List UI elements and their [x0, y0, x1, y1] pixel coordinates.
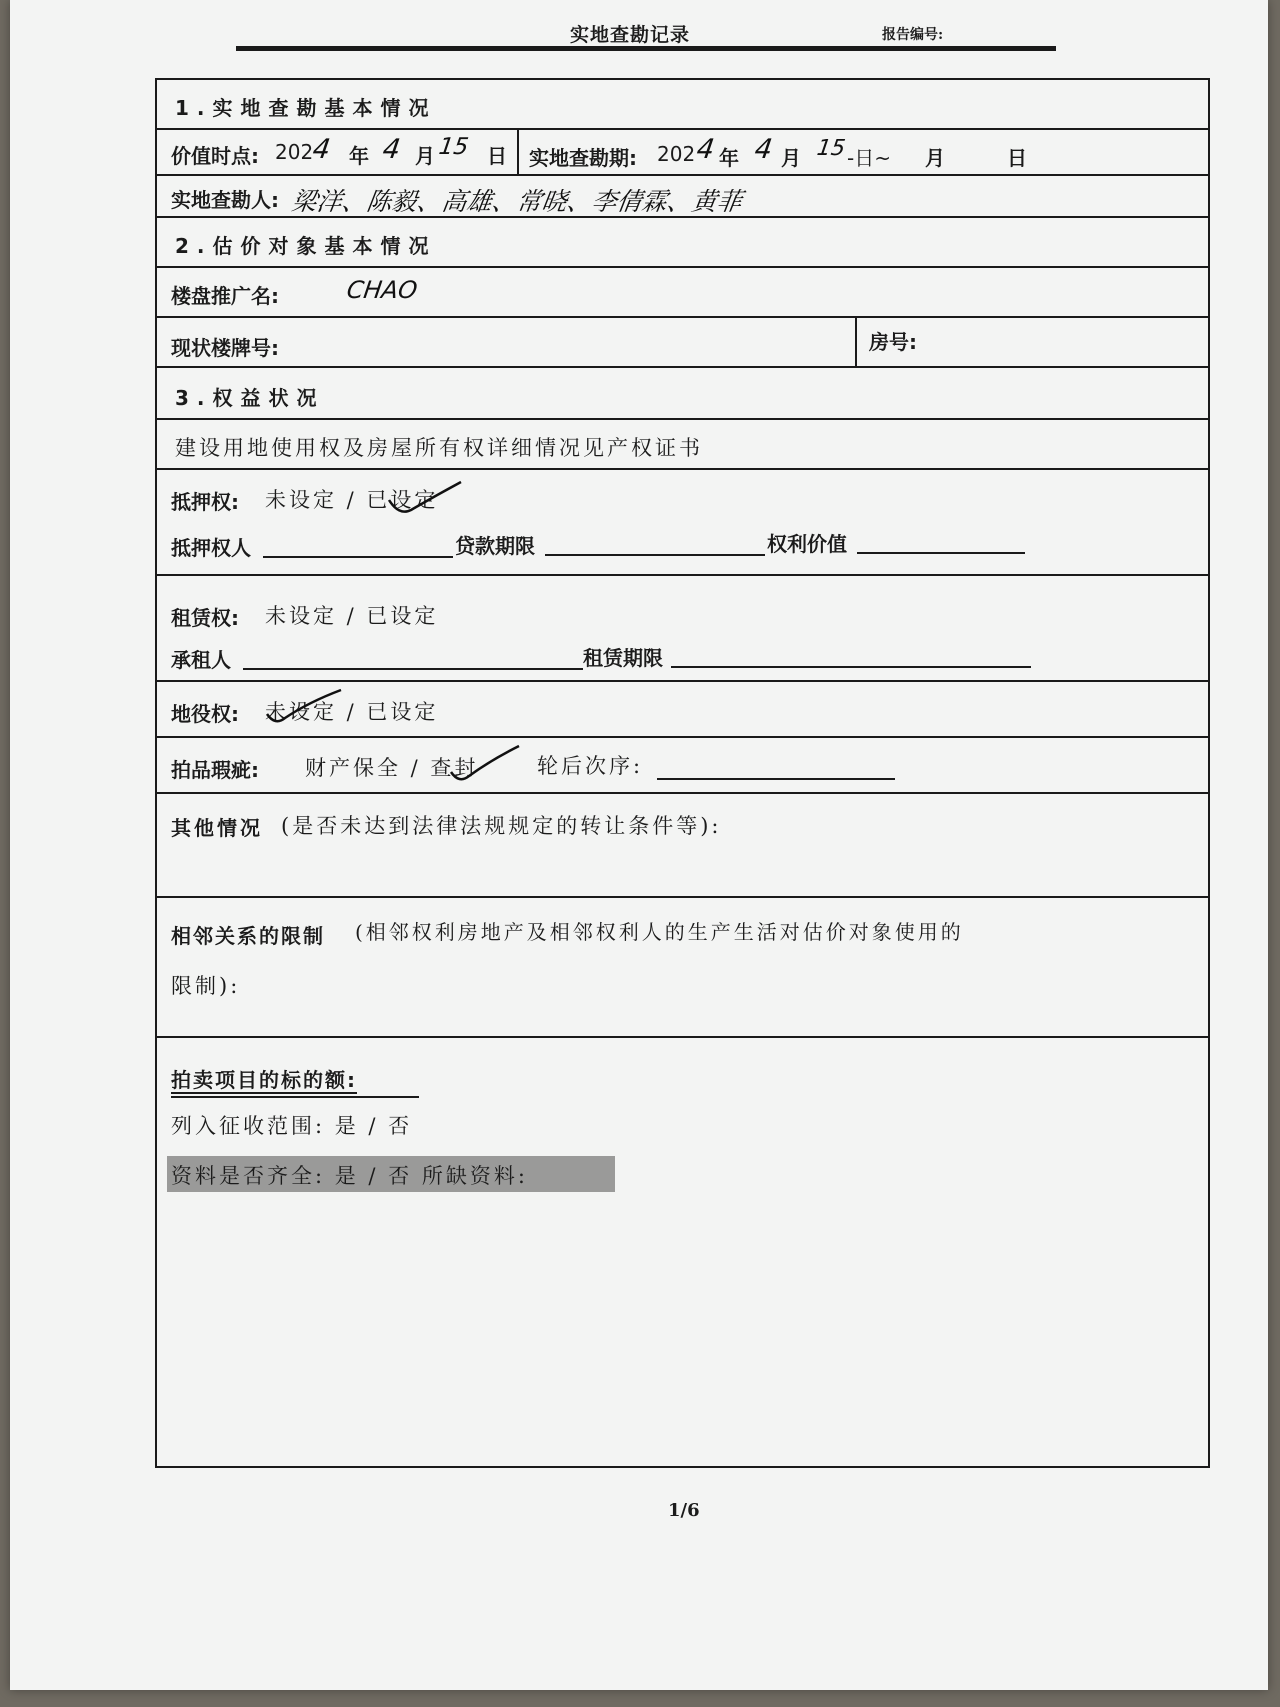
- defect-options: 财产保全 / 查封: [305, 756, 479, 780]
- building-no-label: 现状楼牌号:: [171, 336, 279, 360]
- value-date-label: 价值时点:: [171, 144, 259, 168]
- defect-check-mark-icon: [447, 742, 523, 786]
- loan-term-blank: [545, 554, 765, 556]
- lessee-label: 承租人: [171, 648, 231, 672]
- value-date-prefix: 202: [275, 140, 314, 164]
- lease-term-label: 租赁期限: [583, 646, 663, 670]
- header-rule: [236, 46, 1056, 51]
- building-row: [157, 318, 1208, 368]
- land-right-row: [157, 420, 1208, 470]
- right-value-blank: [857, 552, 1025, 554]
- value-date-day-unit: 日: [487, 144, 507, 168]
- auction-amount-label: 拍卖项目的标的额:: [171, 1068, 357, 1092]
- expropriation-text: 列入征收范围: 是 / 否: [171, 1114, 413, 1138]
- section3-title: 3.权益状况: [175, 386, 325, 410]
- section3-header-row: [157, 368, 1208, 420]
- right-value-label: 权利价值: [767, 532, 847, 556]
- promo-name-row: [157, 268, 1208, 318]
- section1-title: 1.实地查勘基本情况: [175, 96, 437, 120]
- easement-options: 未设定 / 已设定: [265, 700, 439, 724]
- section1-header-row: [157, 80, 1208, 130]
- mortgage-check-mark-icon: [385, 478, 465, 518]
- survey-year-unit: 年: [719, 146, 739, 170]
- survey-period-prefix: 202: [657, 142, 696, 166]
- surveyors-row: [157, 176, 1208, 218]
- neighbor-hint: (相邻权利房地产及相邻权利人的生产生活对估价对象使用的: [355, 920, 964, 944]
- loan-term-label: 贷款期限: [455, 534, 535, 558]
- page-number: 1/6: [668, 1500, 700, 1521]
- lease-options: 未设定 / 已设定: [265, 604, 439, 628]
- survey-year-digit: 4: [694, 134, 717, 165]
- document-page: [10, 0, 1268, 1690]
- survey-end-month-unit: 月: [925, 146, 945, 170]
- other-hint: (是否未达到法律法规规定的转让条件等):: [281, 814, 722, 838]
- mortgage-options: 未设定 / 已设定: [265, 488, 439, 512]
- building-divider: [855, 318, 857, 366]
- value-date-day: 15: [437, 134, 471, 160]
- dates-row: [157, 130, 1208, 176]
- section2-title: 2.估价对象基本情况: [175, 234, 437, 258]
- mortgagee-label: 抵押权人: [171, 536, 251, 560]
- defect-label: 拍品瑕疵:: [171, 758, 259, 782]
- survey-period-label: 实地查勘期:: [529, 146, 637, 170]
- neighbor-hint-continued: 限制):: [171, 974, 241, 998]
- survey-end-day-unit: 日: [1007, 146, 1027, 170]
- priority-blank: [657, 778, 895, 780]
- priority-label: 轮后次序:: [537, 754, 644, 778]
- docs-text: 资料是否齐全: 是 / 否 所缺资料:: [171, 1164, 528, 1188]
- value-date-year-unit: 年: [349, 144, 369, 168]
- document-title: 实地查勘记录: [570, 24, 691, 46]
- land-right-text: 建设用地使用权及房屋所有权详细情况见产权证书: [175, 436, 703, 460]
- promo-name-label: 楼盘推广名:: [171, 284, 279, 308]
- lease-label: 租赁权:: [171, 606, 239, 630]
- defect-row: [157, 738, 1208, 794]
- surveyors-label: 实地查勘人:: [171, 188, 279, 212]
- neighbor-label: 相邻关系的限制: [171, 924, 325, 948]
- lease-term-blank: [671, 666, 1031, 668]
- survey-form: [155, 78, 1210, 1468]
- mortgagee-blank: [263, 556, 453, 558]
- report-number-label: 报告编号:: [882, 27, 944, 43]
- dates-divider: [517, 130, 519, 174]
- survey-month-unit: 月: [781, 146, 801, 170]
- value-date-month: 4: [380, 134, 403, 165]
- lessee-blank: [243, 668, 583, 670]
- promo-name-value: CHAO: [345, 276, 420, 304]
- survey-month: 4: [752, 134, 775, 165]
- mortgage-label: 抵押权:: [171, 490, 239, 514]
- other-label: 其他情况: [171, 816, 263, 840]
- auction-amount-underline: [171, 1096, 419, 1098]
- other-row: [157, 794, 1208, 898]
- survey-day-unit: -日~: [847, 146, 891, 170]
- value-date-month-unit: 月: [415, 144, 435, 168]
- value-date-year-digit: 4: [310, 134, 333, 165]
- easement-check-mark-icon: [261, 688, 345, 728]
- section2-header-row: [157, 218, 1208, 268]
- neighbor-row: [157, 898, 1208, 1038]
- mortgage-row: [157, 470, 1208, 576]
- lease-row: [157, 576, 1208, 682]
- survey-day: 15: [815, 136, 847, 161]
- easement-row: [157, 682, 1208, 738]
- auction-row: [157, 1038, 1208, 1466]
- easement-label: 地役权:: [171, 702, 239, 726]
- room-no-label: 房号:: [869, 330, 917, 354]
- surveyors-names: 梁洋、陈毅、高雄、常晓、李倩霖、黄菲: [289, 187, 744, 216]
